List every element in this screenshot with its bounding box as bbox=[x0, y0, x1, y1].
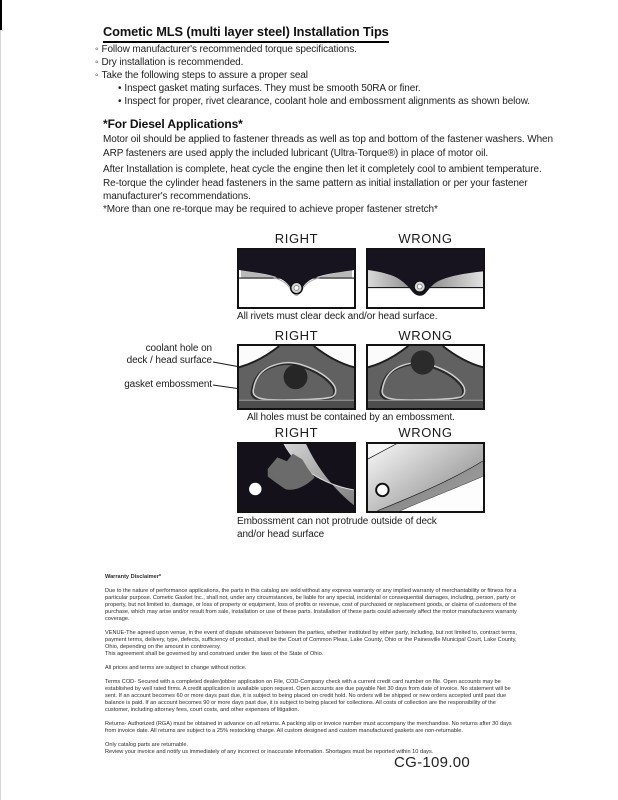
tips-list bbox=[95, 44, 543, 109]
right-label-row2: RIGHT bbox=[274, 328, 319, 343]
diesel-paragraph-1: Motor oil should be applied to fastener threads as well as top and bottom of the fastener washers. When ARP fasteners are used apply the included lubricant (Ultra-Torque®) in place of motor oil. bbox=[103, 134, 553, 159]
right-label-row1: RIGHT bbox=[274, 231, 319, 246]
document-number: CG-109.00 bbox=[394, 754, 471, 771]
coolant-hole-label: coolant hole on deck / head surface bbox=[126, 343, 212, 366]
diagram-row2-right bbox=[237, 344, 356, 410]
dot-bullet-icon: • bbox=[118, 95, 122, 107]
disclaimer-paragraph: VENUE-The agreed upon venue, in the event of dispute whatsoever between the parties, whether instituted by either party, including, but not limited to, contract terms, payment terms, delivery, type, defects, sufficiency of product, shall be the Court of Common Pleas, Lake County, Ohio or the Painesville Municipal Court, Lake County, Ohio, depending on the amount in controversy. bbox=[105, 630, 517, 650]
list-item bbox=[95, 70, 543, 83]
disclaimer-paragraph: All prices and terms are subject to change without notice. bbox=[105, 665, 247, 671]
warranty-disclaimer bbox=[105, 574, 520, 763]
tip-text: Inspect gasket mating surfaces. They must be smooth 50RA or finer. bbox=[124, 82, 421, 94]
list-item bbox=[95, 96, 543, 109]
diagram-row3-right bbox=[237, 442, 356, 513]
diesel-paragraph-2: After Installation is complete, heat cycle the engine then let it completely cool to ambient temperature. Re-torque the cylinder head fasteners in the same pattern as initial installation or per your fastener manufacturer's recommendations. bbox=[103, 164, 542, 202]
scan-edge-artifact bbox=[0, 0, 1, 800]
diagram-row1-right bbox=[237, 248, 356, 309]
tip-text: Follow manufacturer's recommended torque specifications. bbox=[101, 44, 357, 55]
disclaimer-paragraph: Returns- Authorized (RGA) must be obtained in advance on all returns. A packing slip or invoice number must accompany the merchandise. No returns after 30 days from invoice date. All returns are subject to a 25% restocking charge. All custom designed and custom manufactured gaskets are non-returnable. bbox=[105, 721, 512, 734]
row3-caption: Embossment can not protrude outside of deck and/or head surface bbox=[237, 516, 437, 540]
diagram-row1-wrong bbox=[366, 248, 485, 309]
wrong-label-row2: WRONG bbox=[398, 328, 453, 343]
row2-caption: All holes must be contained by an embossment. bbox=[247, 412, 455, 423]
tip-text: Inspect for proper, rivet clearance, coolant hole and embossment alignments as shown below. bbox=[124, 95, 530, 107]
bolt-hole-icon bbox=[376, 484, 388, 496]
list-item bbox=[95, 57, 543, 70]
page-title: Cometic MLS (multi layer steel) Installation Tips bbox=[103, 24, 389, 43]
scan-edge-mark bbox=[0, 0, 2, 30]
circle-bullet-icon: ◦ bbox=[95, 44, 99, 55]
wrong-label-row1: WRONG bbox=[398, 231, 453, 246]
diesel-section-heading: *For Diesel Applications* bbox=[103, 117, 243, 131]
disclaimer-paragraph: Only catalog parts are returnable. bbox=[105, 742, 189, 748]
diagram-row2-wrong bbox=[366, 344, 485, 410]
dot-bullet-icon: • bbox=[118, 82, 122, 94]
list-item bbox=[95, 44, 543, 57]
disclaimer-paragraph: Due to the nature of performance applications, the parts in this catalog are sold without any express warranty or any implied warranty of merchantability or fitness for a particular purpose. Cometic Gasket Inc., shall not, under any circumstances, be liable for any special, incidental or consequential damages, including, person, party or property, but not limited to, damage, or loss of property or equipment, loss of profits or revenue, cost of purchased or replacement goods, or claims of customers of the purchase, which may arise and/or result from sale, installation or use of these parts. Installation of these parts could adversely affect the motor manufacturers warranty coverage. bbox=[105, 588, 517, 622]
row1-caption: All rivets must clear deck and/or head surface. bbox=[237, 311, 438, 322]
coolant-hole-icon bbox=[411, 350, 435, 374]
wrong-label-row3: WRONG bbox=[398, 425, 453, 440]
circle-bullet-icon: ◦ bbox=[95, 56, 99, 68]
bolt-hole-icon bbox=[249, 483, 261, 495]
circle-bullet-icon: ◦ bbox=[95, 69, 99, 81]
disclaimer-paragraph: Review your invoice and notify us immediately of any incorrect or inaccurate information. Shortages must be reported within 10 days. bbox=[105, 749, 434, 755]
disclaimer-paragraph: Terms COD- Secured with a completed dealer/jobber application on File, COD-Company check with a current credit card number on file. Open accounts may be established by well rated firms. A credit application is available upon request. Open accounts are due payable Net 30 days from date of invoice. No statement will be sent. If an account becomes 60 or more days past due, it is subject to being placed on credit hold. No orders will be shipped or new orders accepted until past due balance is paid. If an account becomes 90 or more days past due, it is subject to being placed for collections. All costs of collection are the responsibility of the customer, including attorney fees, court costs, and other expenses of litigation. bbox=[105, 679, 511, 713]
disclaimer-paragraph: This agreement shall be governed by and construed under the laws of the State of Ohio. bbox=[105, 651, 324, 657]
gasket-embossment-label: gasket embossment bbox=[124, 379, 212, 390]
tip-text: Take the following steps to assure a proper seal bbox=[101, 69, 308, 81]
diagram-row3-wrong bbox=[366, 442, 485, 513]
list-item bbox=[95, 83, 543, 96]
right-label-row3: RIGHT bbox=[274, 425, 319, 440]
disclaimer-heading: Warranty Disclaimer* bbox=[105, 574, 162, 580]
retorque-note: *More than one re-torque may be required to achieve proper fastener stretch* bbox=[103, 204, 438, 215]
coolant-hole-icon bbox=[284, 365, 308, 389]
tip-text: Dry installation is recommended. bbox=[101, 56, 244, 68]
